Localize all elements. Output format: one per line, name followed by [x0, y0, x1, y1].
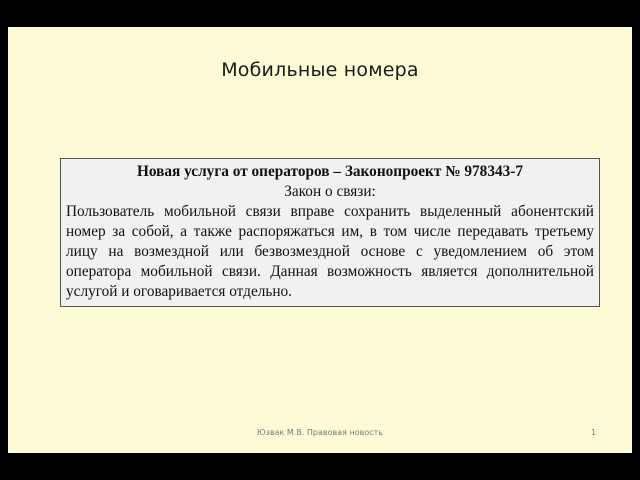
law-text-box — [60, 158, 600, 307]
slide-page-number: 1 — [591, 428, 597, 437]
slide-footer: Юзвак М.В. Правовая новость — [257, 428, 383, 437]
slide-title: Мобильные номера — [221, 59, 419, 81]
box-subheading: Закон о связи: — [284, 183, 376, 200]
box-body-text: Пользователь мобильной связи вправе сохранить выделенный абонентский номер за собой, а также распоряжаться им, в том числе передавать третьему лицу на возмездной или безвозмездной основе с уведомлением об этом оператора мобильной связи. Данная возможность является дополнительной услугой и оговаривается отдельно. — [66, 203, 594, 300]
slide — [8, 27, 632, 453]
box-heading: Новая услуга от операторов – Законопроект № 978343-7 — [136, 163, 524, 180]
